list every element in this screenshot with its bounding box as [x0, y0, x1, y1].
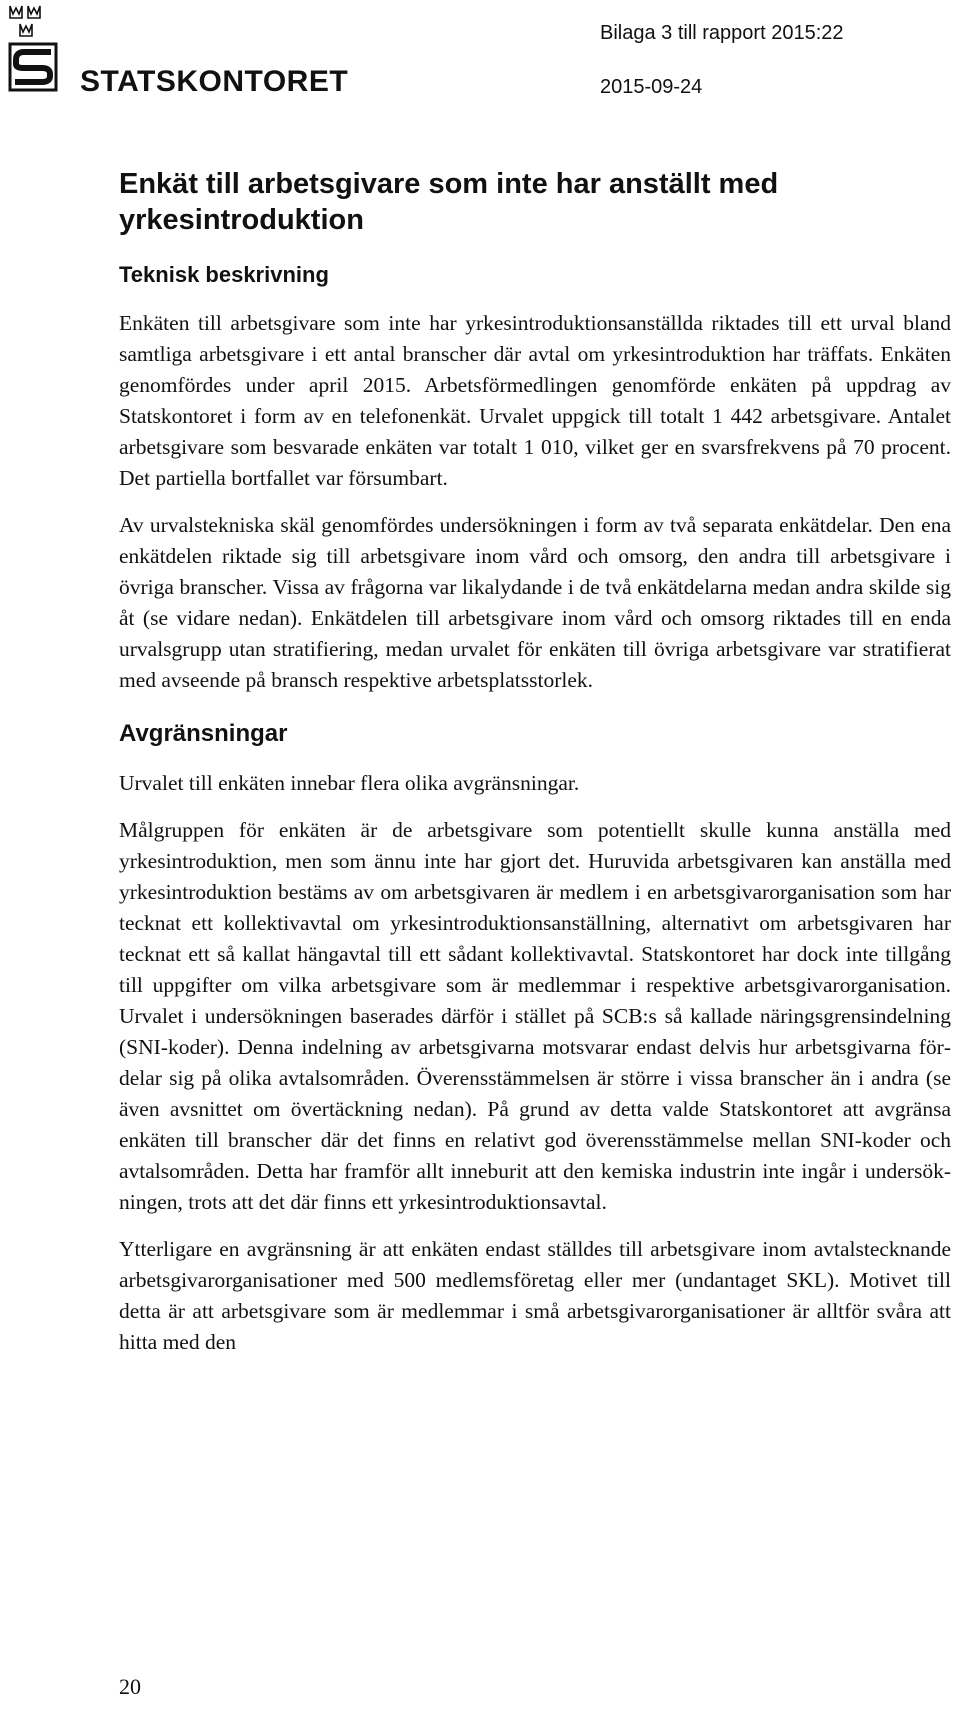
report-reference: Bilaga 3 till rapport 2015:22 [600, 22, 844, 44]
paragraph: Enkäten till arbetsgivare som inte har yrkesintroduktionsanställda riktades till ett urval bland samtliga arbetsgivare i ett antal branscher där avtal om yrkesintroduktion har träffats. Enkäten genomfördes under april 2015. Arbetsförmedlingen genomförde enkäten på uppdrag av Statskontoret i form av en telefonenkät. Urvalet uppgick till totalt 1 442 arbetsgivare. Antalet arbetsgivare som besvarade enkäten var totalt 1 010, vilket ger en svarsfrekvens på 70 procent. Det partiella bortfallet var försumbart. [119, 311, 951, 490]
subtitle-heading: Teknisk beskrivning [119, 262, 329, 287]
document-title: Enkät till arbetsgivare som inte har anställt med yrkesintroduktion [119, 168, 779, 236]
logo-wordmark: STATSKONTORET [80, 65, 349, 98]
paragraph: Målgruppen för enkäten är de arbetsgivare som potentiellt skulle kunna anställa med yrkesintroduktion, men som ännu inte har gjort det. Huruvida arbetsgivaren kan anställa med yrkesintroduktion bestäms av om arbetsgivaren är medlem i en arbetsgivarorganisation som har tecknat ett kollektivavtal om yrkesintroduktionsanställning, alternativt om arbetsgivaren har tecknat ett så kallat hängavtal till ett sådant kollektivavtal. Statskontoret har dock inte tillgång till uppgifter om vilka arbetsgivare som är medlemmar i respektive arbetsgivarorganisation. Urvalet i undersökningen baserades därför i stället på SCB:s så kallade näringsgrensindelning (SNI-koder). Denna indelning av arbetsgivarna motsvarar endast delvis hur arbetsgivarna fördelar sig på olika avtalsområden. Överensstämmelsen är större i vissa branscher än i andra (se även avsnittet om övertäckning nedan). På grund av detta valde Statskontoret att avgränsa enkäten till branscher där det finns en relativt god överensstämmelse mellan SNI-koder och avtalsområden. Detta har framför allt inneburit att den kemiska industrin inte ingår i undersökningen, trots att det där finns ett yrkesintroduktionsavtal. [119, 818, 951, 1214]
document-body [119, 166, 951, 1374]
paragraph: Ytterligare en avgränsning är att enkäten endast ställdes till arbetsgivare inom avtalstecknande arbetsgivarorganisationer med 500 medlemsföretag eller mer (undantaget SKL). Motivet till detta är att arbetsgivare som är medlemmar i små arbetsgivarorganisationer är alltför svåra att hitta med den [119, 1237, 951, 1354]
crowns-shield-icon [6, 2, 66, 98]
section-heading: Avgränsningar [119, 720, 288, 747]
page-number: 20 [119, 1674, 141, 1699]
report-date: 2015-09-24 [600, 76, 703, 98]
paragraph: Urvalet till enkäten innebar flera olika avgränsningar. [119, 771, 580, 795]
paragraph: Av urvalstekniska skäl genomfördes undersökningen i form av två separata enkätdelar. Den ena enkätdelen riktade sig till arbetsgivare inom vård och omsorg, den andra till arbetsgivare i övriga branscher. Vissa av frågorna var likalydande i de två enkätdelarna medan andra skilde sig åt (se vidare nedan). Enkätdelen till arbetsgivare inom vård och omsorg riktades till en enda urvalsgrupp utan stratifiering, medan urvalet för enkäten till övriga arbetsgivare var stratifierat med avseende på bransch respektive arbetsplatsstorlek. [119, 513, 951, 692]
statskontoret-logo [6, 2, 349, 98]
